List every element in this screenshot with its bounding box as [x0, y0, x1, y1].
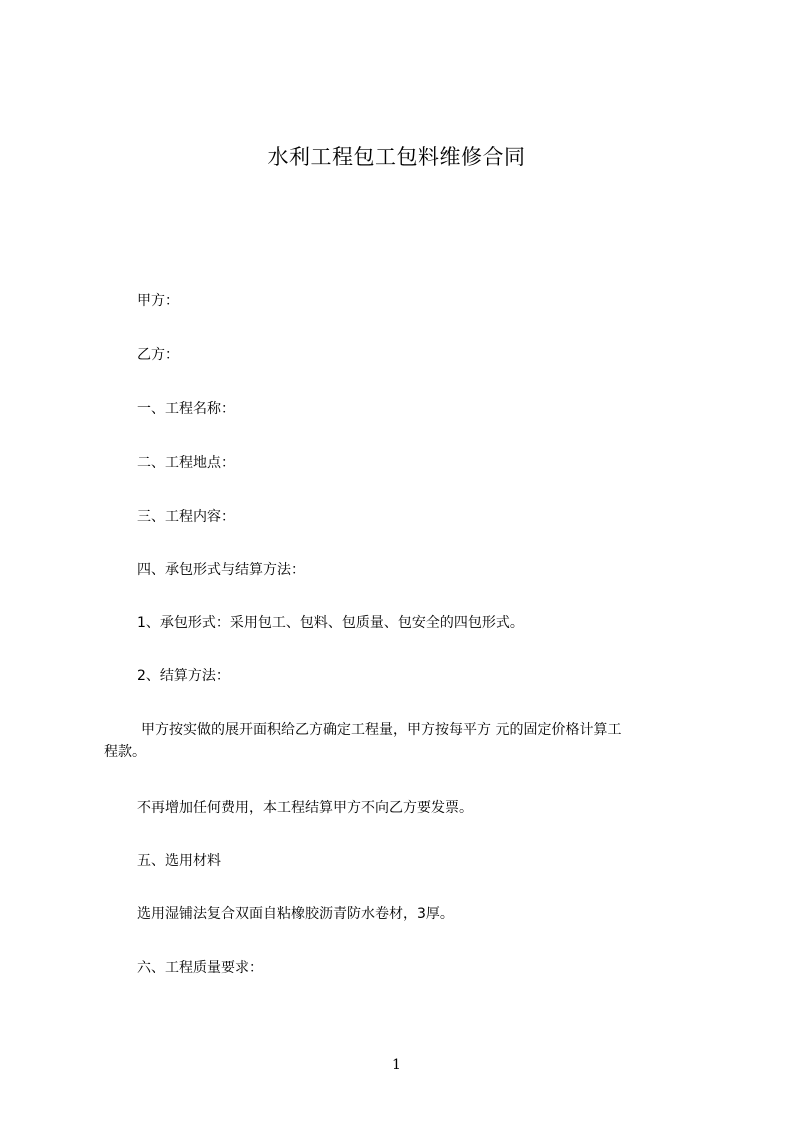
project-content-line: 三、工程内容： — [137, 509, 235, 525]
project-location-line: 二、工程地点： — [137, 455, 235, 471]
settlement-paragraph-line-1: 甲方按实做的展开面积给乙方确定工程量，甲方按每平方 元的固定价格计算工 — [141, 722, 622, 738]
settlement-paragraph-line-2: 程款。 — [104, 744, 146, 760]
quality-requirements-heading: 六、工程质量要求： — [137, 960, 263, 976]
contract-form-clause: 1、承包形式：采用包工、包料、包质量、包安全的四包形式。 — [137, 615, 524, 631]
document-title: 水利工程包工包料维修合同 — [267, 145, 526, 169]
project-name-line: 一、工程名称： — [137, 401, 235, 417]
page-number: 1 — [392, 1057, 401, 1073]
party-a-line: 甲方： — [137, 293, 179, 309]
materials-clause: 选用湿铺法复合双面自粘橡胶沥青防水卷材，3厚。 — [137, 906, 454, 922]
settlement-method-heading: 2、结算方法： — [137, 668, 230, 684]
contract-form-heading: 四、承包形式与结算方法： — [137, 562, 305, 578]
materials-heading: 五、选用材料 — [137, 853, 221, 869]
no-extra-fee-clause: 不再增加任何费用，本工程结算甲方不向乙方要发票。 — [137, 800, 473, 816]
settlement-paragraph — [104, 719, 704, 763]
party-b-line: 乙方： — [137, 347, 179, 363]
